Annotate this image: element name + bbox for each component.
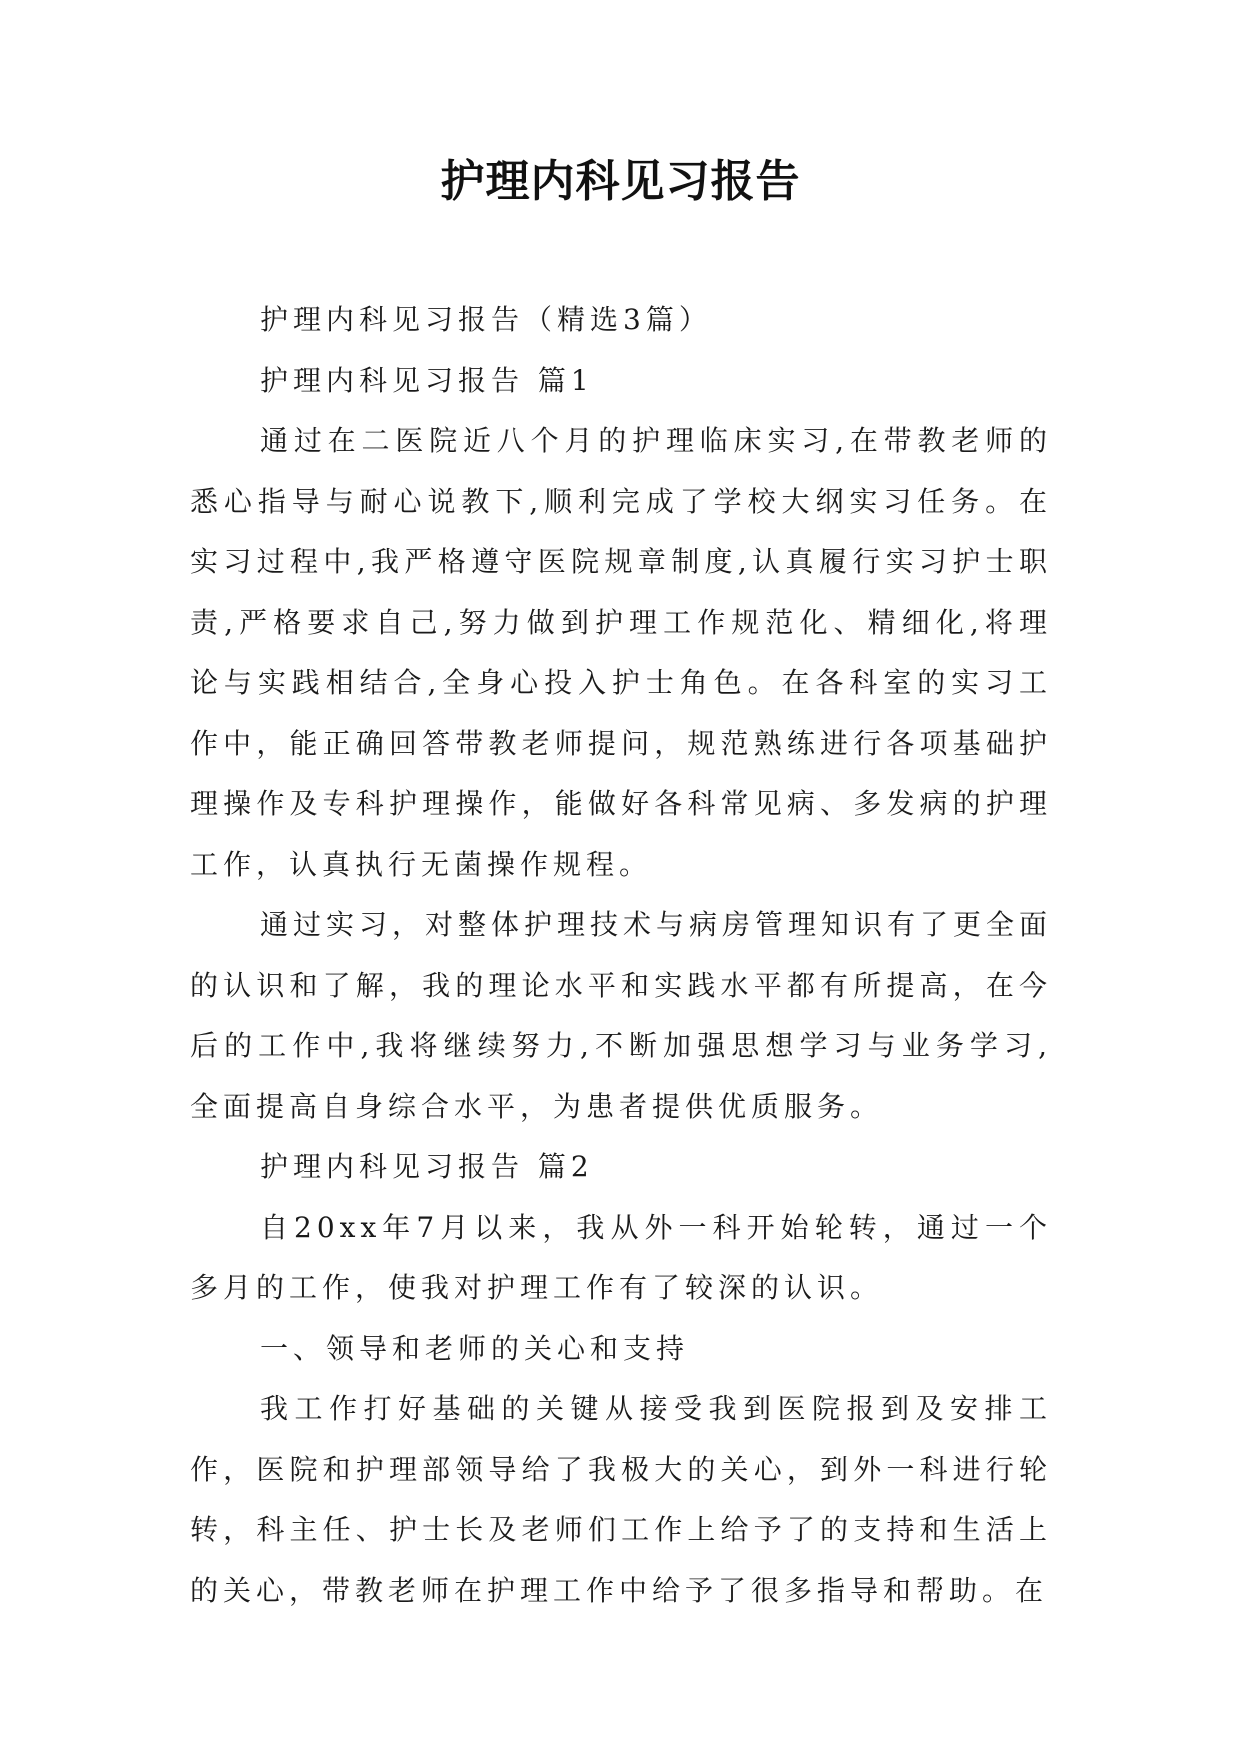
paragraph: 通过在二医院近八个月的护理临床实习,在带教老师的悉心指导与耐心说教下,顺利完成了学校大纲实习任务。在实习过程中,我严格遵守医院规章制度,认真履行实习护士职责,严格要求自己,努力做到护理工作规范化、精细化,将理论与实践相结合,全身心投入护士角色。在各科室的实习工作中，能正确回答带教老师提问，规范熟练进行各项基础护理操作及专科护理操作，能做好各科常见病、多发病的护理工作，认真执行无菌操作规程。 xyxy=(190,424,1052,881)
paragraph: 自20xx年7月以来，我从外一科开始轮转，通过一个多月的工作，使我对护理工作有了较深的认识。 xyxy=(190,1210,1052,1304)
paragraph: 我工作打好基础的关键从接受我到医院报到及安排工作，医院和护理部领导给了我极大的关心，到外一科进行轮转，科主任、护士长及老师们工作上给予了的支持和生活上的关心，带教老师在护理工作中给予了很多指导和帮助。在 xyxy=(190,1392,1052,1607)
section-heading-part-1: 护理内科见习报告 篇1 xyxy=(260,363,594,397)
document-title: 护理内科见习报告 xyxy=(440,156,801,207)
subsection-heading: 一、领导和老师的关心和支持 xyxy=(260,1331,690,1365)
paragraph: 通过实习，对整体护理技术与病房管理知识有了更全面的认识和了解，我的理论水平和实践水平都有所提高，在今后的工作中,我将继续努力,不断加强思想学习与业务学习,全面提高自身综合水平，为患者提供优质服务。 xyxy=(190,908,1053,1123)
section-heading-part-2: 护理内科见习报告 篇2 xyxy=(260,1150,594,1183)
document-subtitle: 护理内科见习报告（精选3篇） xyxy=(260,303,712,336)
document-body xyxy=(190,290,1052,1621)
